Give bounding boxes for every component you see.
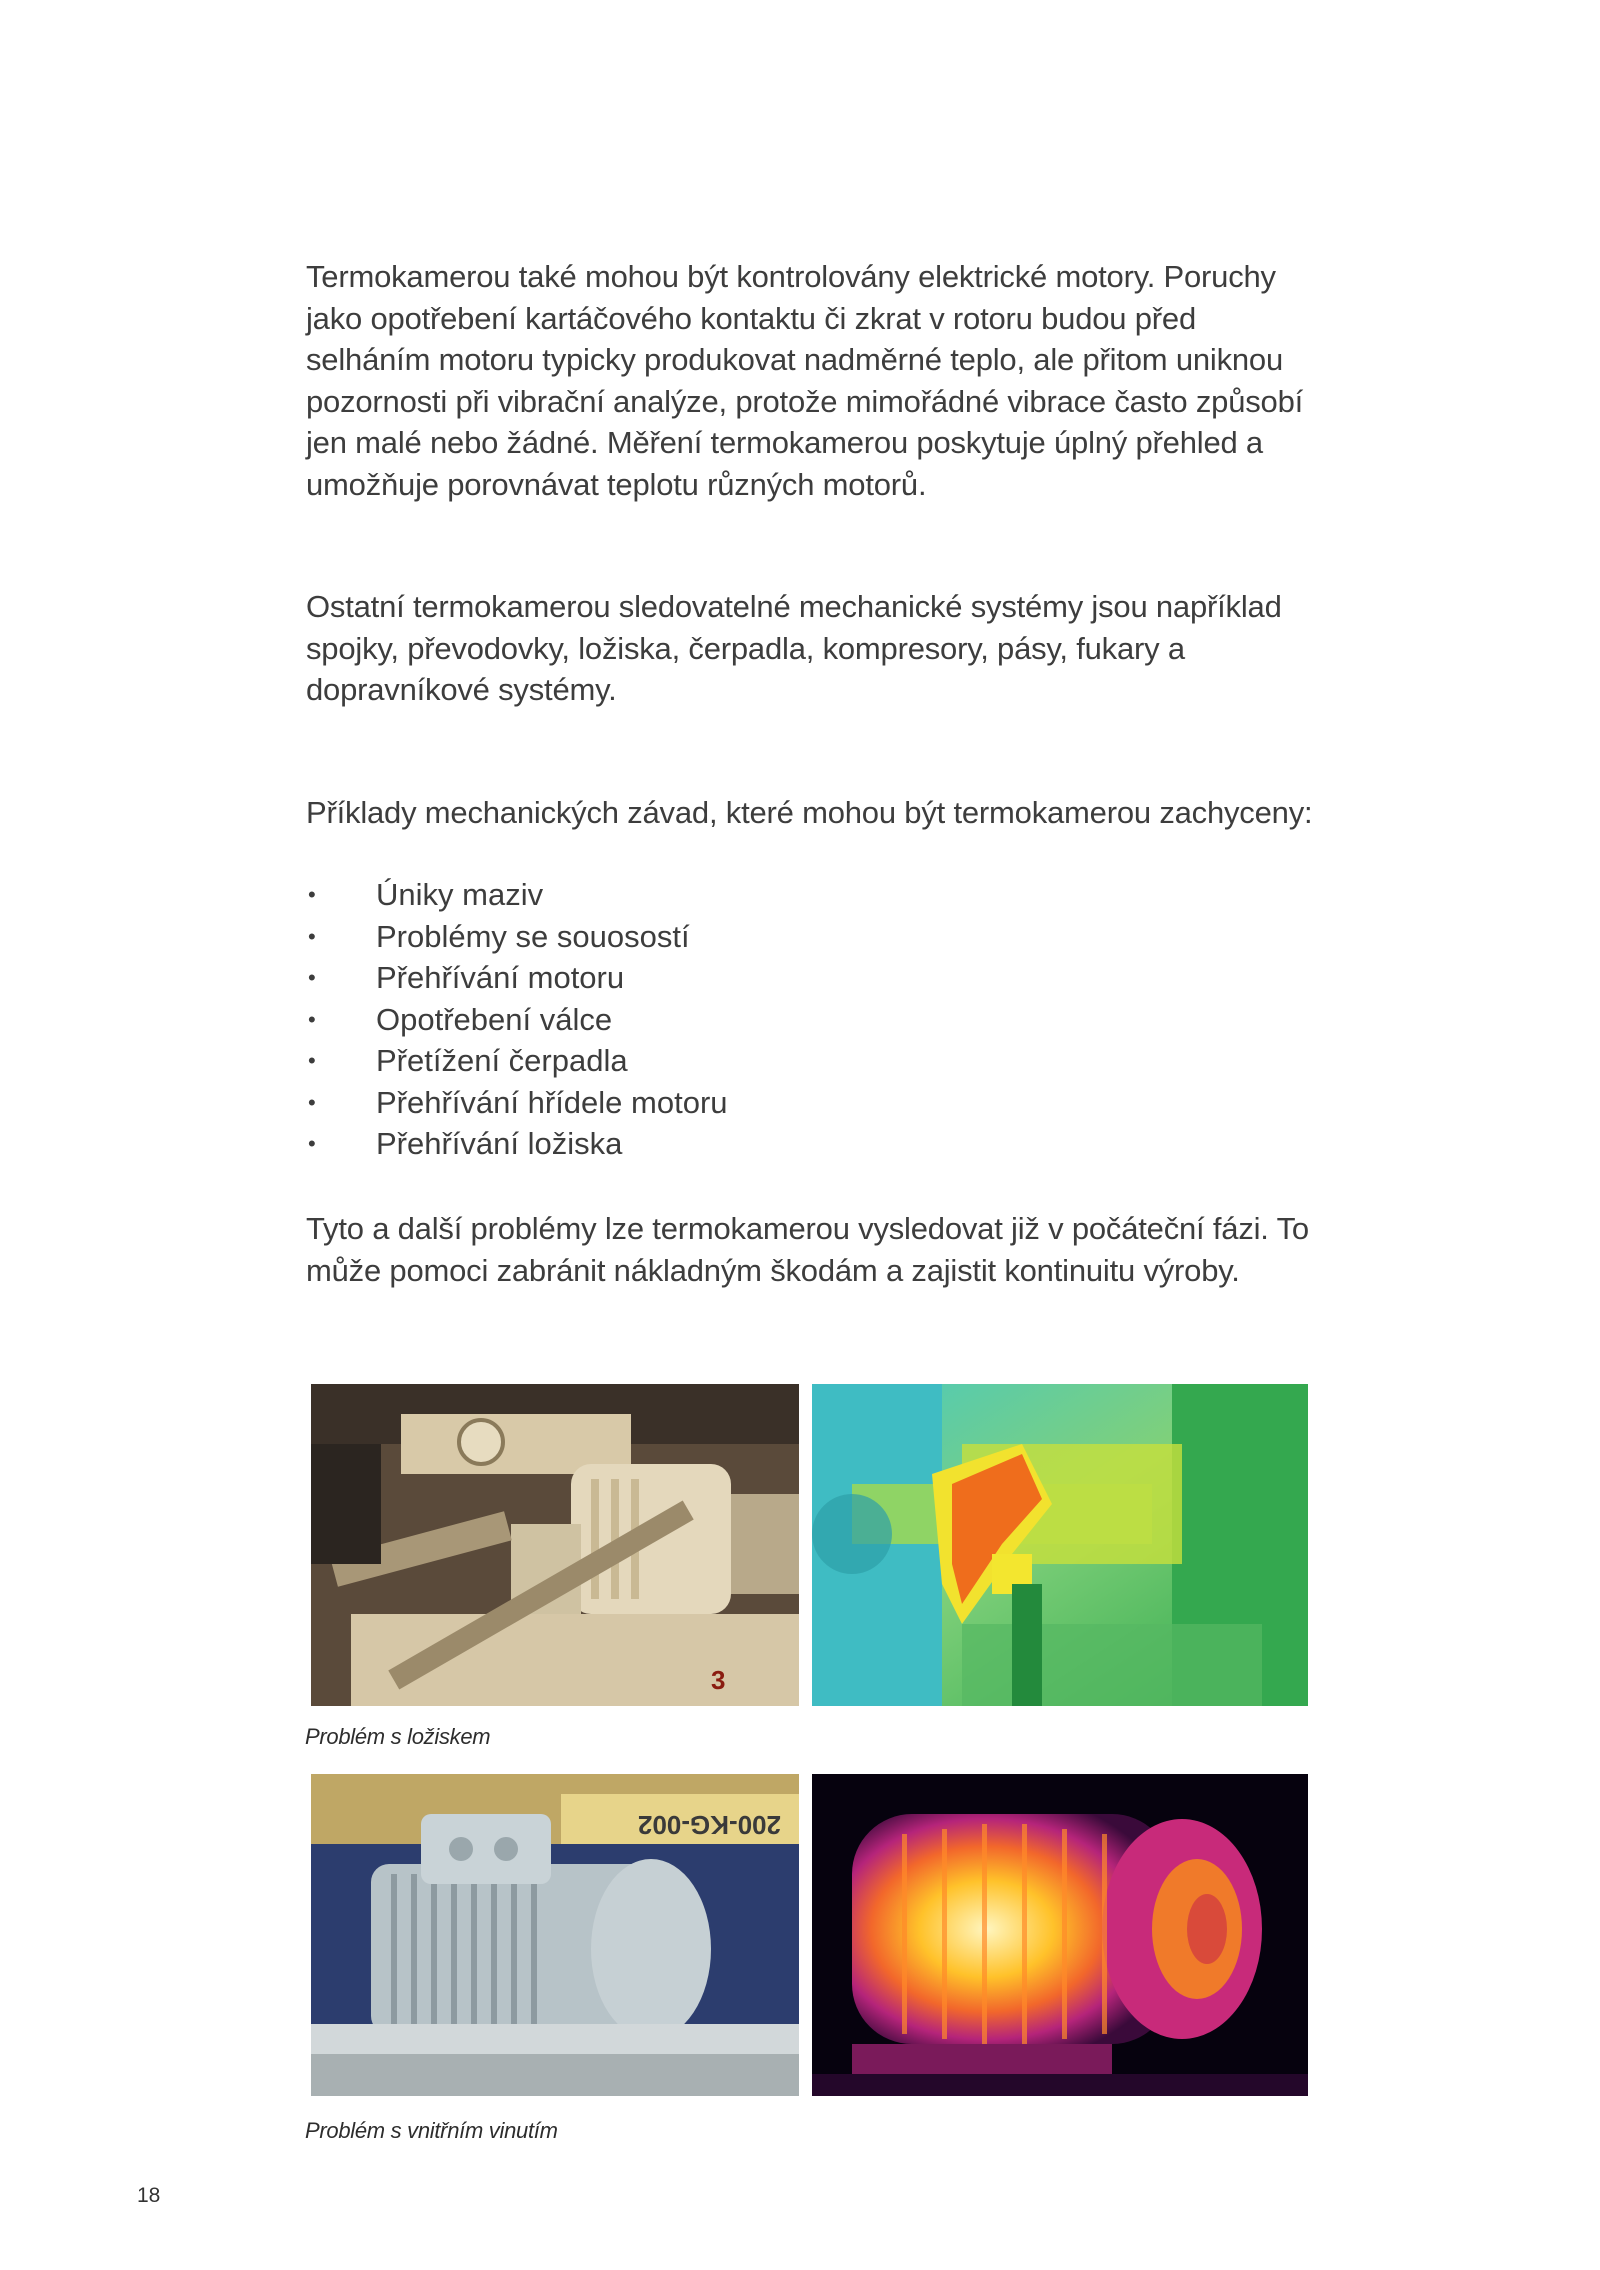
bullet-icon: • [308, 882, 316, 907]
list-item: • Problémy se souosostí [306, 916, 728, 958]
motor-thermal-image [812, 1774, 1308, 2096]
bearing-marking-label: 3 [711, 1665, 726, 1695]
list-item: • Přetížení čerpadla [306, 1040, 728, 1082]
motor-plate-label: 200-KG-002 [637, 1810, 781, 1840]
bullet-icon: • [308, 1131, 316, 1156]
bullet-icon: • [308, 1089, 316, 1115]
page-number: 18 [137, 2184, 161, 2207]
list-item: • Přehřívání motoru [306, 957, 728, 999]
caption-bearing: Problém s ložiskem [305, 1724, 491, 1749]
bullet-icon: • [308, 965, 316, 990]
bearing-thermal-image [812, 1384, 1308, 1706]
list-item: • Úniky maziv [306, 874, 728, 916]
bullet-icon: • [308, 1048, 316, 1073]
paragraph-conclusion: Tyto a další problémy lze termokamerou vysledovat již v počáteční fázi. To může pomoci zabránit nákladným škodám a zajistit kontinuitu výroby. [306, 1211, 1309, 1288]
paragraph-examples-intro: Příklady mechanických závad, které mohou být termokamerou zachyceny: [306, 795, 1313, 830]
bullet-icon: • [308, 923, 316, 949]
motor-photo [311, 1774, 799, 2096]
bearing-photo [311, 1384, 799, 1706]
fault-list [306, 874, 728, 1165]
paragraph-mechanical-systems: Ostatní termokamerou sledovatelné mechanické systémy jsou například spojky, převodovky, ložiska, čerpadla, kompresory, pásy, fukary a dopravníkové systémy. [306, 589, 1282, 707]
list-item: • Přehřívání ložiska [306, 1123, 728, 1165]
list-item: • Přehřívání hřídele motoru [306, 1082, 728, 1124]
bullet-icon: • [308, 1006, 316, 1032]
list-item: • Opotřebení válce [306, 999, 728, 1041]
paragraph-electric-motors: Termokamerou také mohou být kontrolovány elektrické motory. Poruchy jako opotřebení kartáčového kontaktu či zkrat v rotoru budou před selháním motoru typicky produkovat nadměrné teplo, ale přitom uniknou pozornosti při vibrační analýze, protože mimořádné vibrace často způsobí jen malé nebo žádné. Měření termokamerou poskytuje úplný přehled a umožňuje porovnávat teplotu různých motorů. [306, 259, 1304, 502]
caption-winding: Problém s vnitřním vinutím [305, 2118, 558, 2143]
